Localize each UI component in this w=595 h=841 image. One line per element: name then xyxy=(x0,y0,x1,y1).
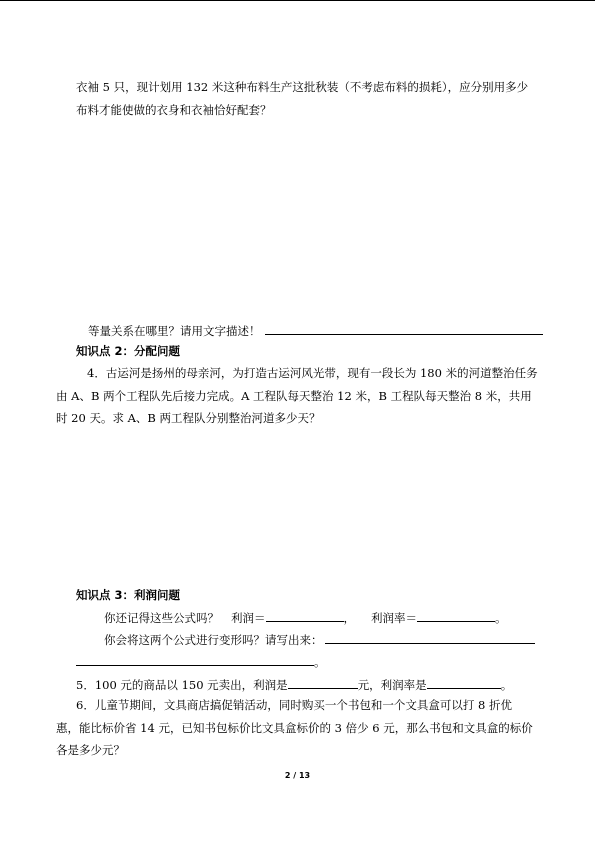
problem6-line2: 惠，能比标价省 14 元，已知书包标价比文具盒标价的 3 倍少 6 元，那么书包和文具盒的标价 xyxy=(56,721,533,735)
problem5-text-a: 5．100 元的商品以 150 元卖出，利润是 xyxy=(76,678,288,692)
problem3-line2: 布料才能使做的衣身和衣袖恰好配套？ xyxy=(76,103,272,117)
problem4-line1: 4．古运河是扬州的母亲河，为打造古运河风光带，现有一段长为 180 米的河道整治任务 xyxy=(87,366,538,380)
problem5-text-b: 元，利润率是 xyxy=(357,678,427,692)
profit-formula-question xyxy=(104,609,507,625)
profit-rate-formula-blank[interactable] xyxy=(417,609,495,622)
problem6-line3: 各是多少元？ xyxy=(56,743,125,757)
problem4-line2: 由 A、B 两个工程队先后接力完成。A 工程队每天整治 12 米，B 工程队每天整治 8 米，共用 xyxy=(56,389,532,403)
transform-prompt: 你会将这两个公式进行变形吗？请写出来： xyxy=(104,633,323,647)
profit-rate-end: 。 xyxy=(495,611,507,625)
problem5-text-c: 。 xyxy=(500,678,513,692)
transform-formula-question xyxy=(104,631,535,647)
profit-label: 利润＝ xyxy=(231,611,266,625)
problem6-line1: 6．儿童节期间，文具商店搞促销活动，同时购买一个书包和一个文具盒可以打 8 折优 xyxy=(76,698,512,712)
page-number: 2 / 13 xyxy=(284,771,311,780)
equal-relation-question xyxy=(88,322,543,338)
equal-relation-prompt: 等量关系在哪里？请用文字描述！ xyxy=(88,324,261,338)
profit-rate-answer-blank[interactable] xyxy=(427,676,501,689)
transform-answer-blank-1[interactable] xyxy=(325,631,535,644)
section-title-distribution: 知识点 2：分配问题 xyxy=(76,344,181,358)
equal-relation-answer-blank[interactable] xyxy=(265,322,543,335)
profit-answer-blank[interactable] xyxy=(288,676,358,689)
section-title-profit: 知识点 3：利润问题 xyxy=(76,588,181,602)
profit-separator: ， xyxy=(343,611,355,625)
transform-end: 。 xyxy=(314,655,326,669)
problem3-line1: 衣袖 5 只，现计划用 132 米这种布料生产这批秋装（不考虑布料的损耗），应分别用多少 xyxy=(76,80,529,94)
problem5 xyxy=(76,676,512,692)
profit-rate-label: 利润率＝ xyxy=(371,611,417,625)
profit-formula-blank[interactable] xyxy=(266,609,344,622)
problem4-line3: 时 20 天。求 A、B 两工程队分别整治河道多少天？ xyxy=(56,411,321,425)
transform-answer-blank-2[interactable] xyxy=(76,653,314,666)
top-border-line xyxy=(0,0,595,1)
transform-formula-continuation xyxy=(76,653,326,669)
formula-question-text: 你还记得这些公式吗？ xyxy=(104,611,219,625)
